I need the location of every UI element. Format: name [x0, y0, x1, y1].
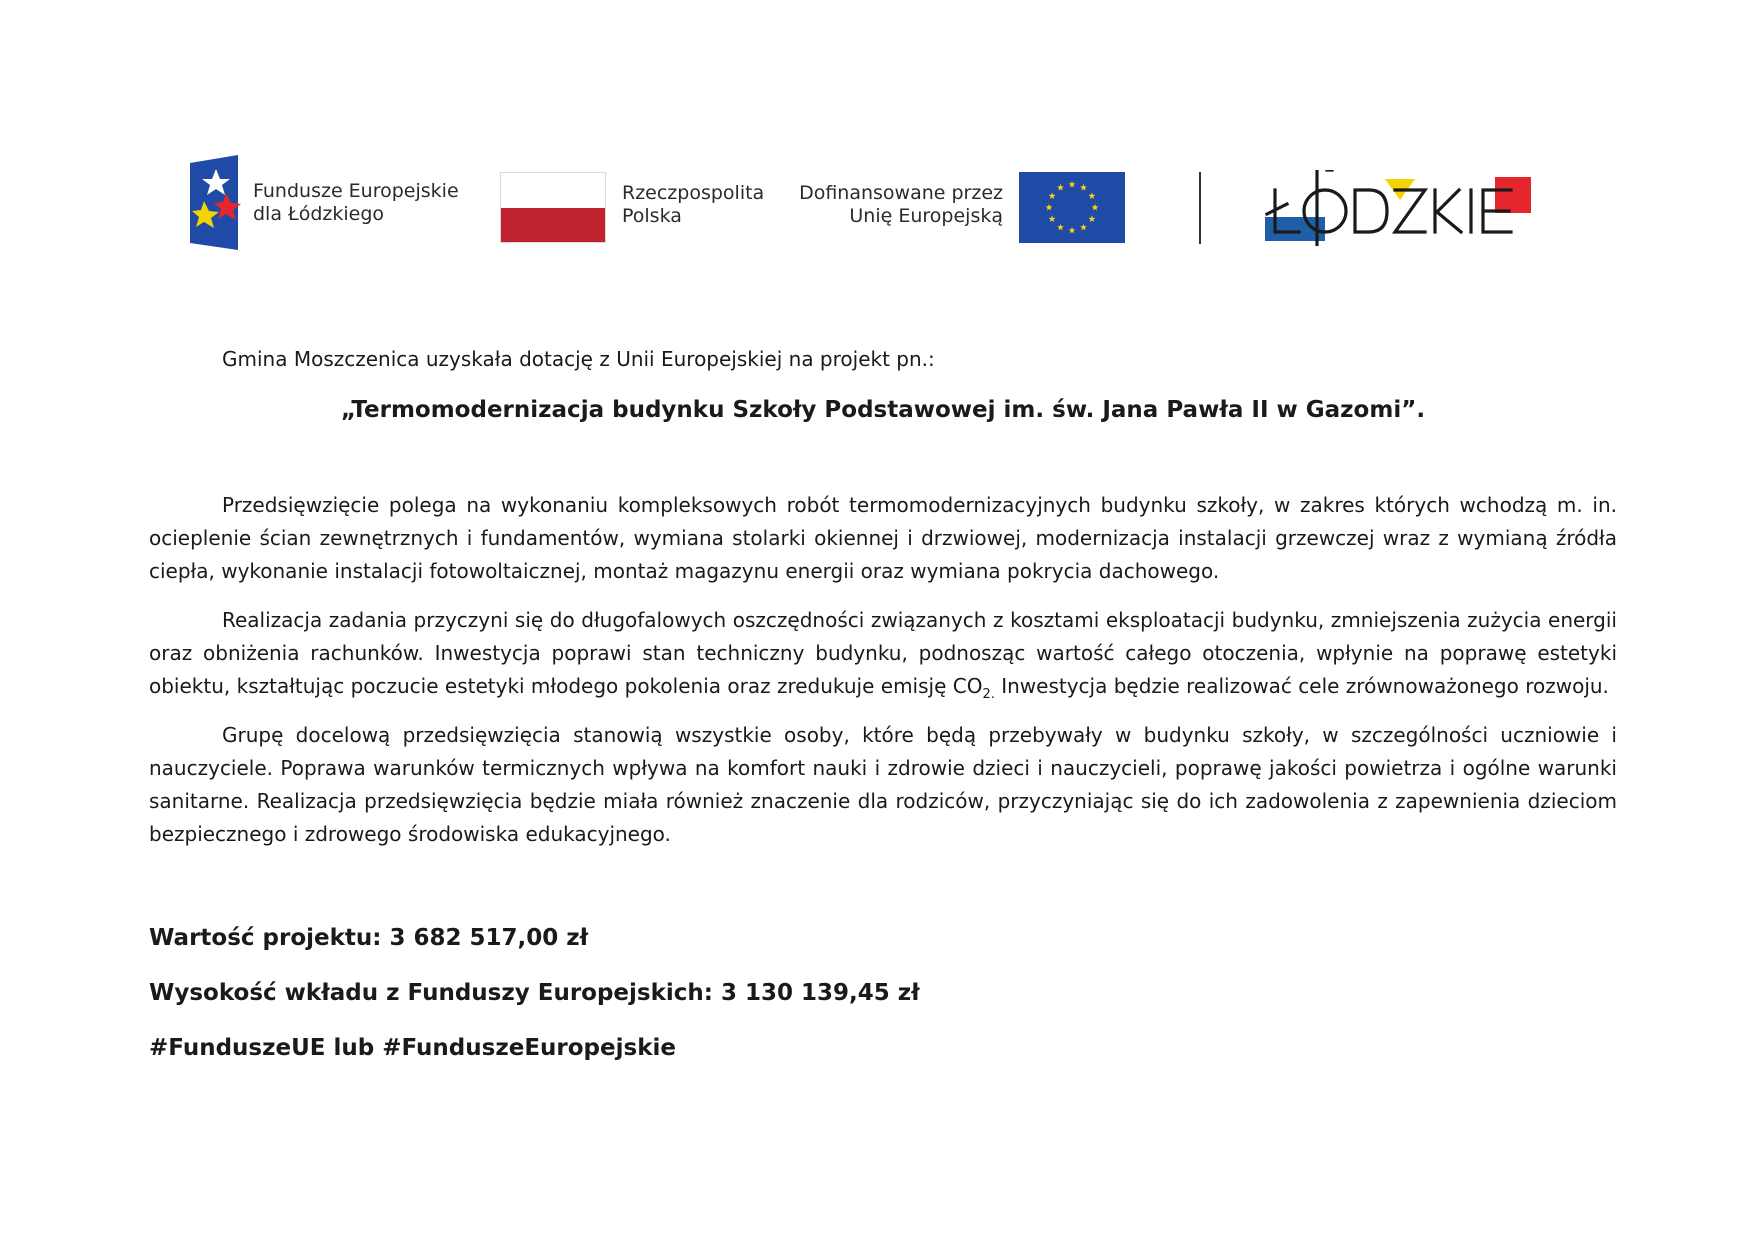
project-value: Wartość projektu: 3 682 517,00 zł — [149, 925, 589, 951]
eu-logo-line1: Dofinansowane przez — [799, 182, 1003, 204]
project-facts — [149, 923, 1617, 1063]
document-body — [149, 345, 1617, 1088]
pl-logo-line2: Polska — [622, 205, 682, 227]
fe-logo-line1: Fundusze Europejskie — [253, 180, 459, 202]
logo-bar — [190, 155, 1550, 255]
pl-logo-line1: Rzeczpospolita — [622, 182, 765, 204]
fe-logo-line2: dla Łódzkiego — [253, 203, 385, 225]
hashtags: #FunduszeUE lub #FunduszeEuropejskie — [149, 1035, 676, 1061]
eu-logo — [800, 172, 1125, 244]
paragraph-description: Przedsięwzięcie polega na wykonaniu kompleksowych robót termomodernizacyjnych budynku szkoły, w zakres których wchodzą m. in. ocieplenie ścian zewnętrznych i fundamentów, wymiana stolarki okiennej i drzwiowej, modernizacja instalacji grzewczej wraz z wymianą źródła ciepła, wykonanie instalacji fotowoltaicznej, montaż magazynu energii oraz wymiana pokrycia dachowego. — [149, 493, 1617, 583]
fe-stars-flag-icon — [190, 155, 242, 250]
lodzkie-logo — [1265, 170, 1535, 246]
pl-logo — [500, 172, 770, 244]
paragraph-target-group: Grupę docelową przedsięwzięcia stanowią wszystkie osoby, które będą przebywały w budynku szkoły, w szczególności uczniowie i nauczyciele. Poprawa warunków termicznych wpływa na komfort nauki i zdrowie dzieci i nauczycieli, poprawę jakości powietrza i ogólne warunki sanitarne. Realizacja przedsięwzięcia będzie miała również znaczenie dla rodziców, przyczyniając się do ich zadowolenia z zapewnienia dzieciom bezpiecznego i zdrowego środowiska edukacyjnego. — [149, 723, 1617, 846]
paragraph-benefits-text: Realizacja zadania przyczyni się do długofalowych oszczędności związanych z kosztami eksploatacji budynku, zmniejszenia zużycia energii oraz obniżenia rachunków. Inwestycja poprawi stan techniczny budynku, podnosząc wartość całego otoczenia, wpłynie na poprawę estetyki obiektu, kształtując poczucie estetyki młodego pokolenia oraz zredukuje emisję CO — [149, 608, 1617, 698]
paragraph-benefits-end: Inwestycja będzie realizować cele zrównoważonego rozwoju. — [994, 674, 1609, 698]
co2-subscript: 2. — [982, 687, 995, 702]
eu-logo-line2: Unię Europejską — [849, 205, 1003, 227]
project-title: „Termomodernizacja budynku Szkoły Podstawowej im. św. Jana Pawła II w Gazomi”. — [340, 397, 1426, 423]
eu-flag-icon — [1019, 172, 1125, 243]
logo-divider — [1199, 172, 1201, 244]
eu-contribution: Wysokość wkładu z Funduszy Europejskich: 3 130 139,45 zł — [149, 980, 920, 1006]
polish-flag-icon — [500, 172, 606, 243]
paragraph-benefits — [149, 604, 1617, 703]
intro-text: Gmina Moszczenica uzyskała dotację z Unii Europejskiej na projekt pn.: — [222, 347, 935, 371]
fe-logo — [190, 155, 460, 250]
lodzkie-wordmark-icon — [1265, 170, 1535, 246]
